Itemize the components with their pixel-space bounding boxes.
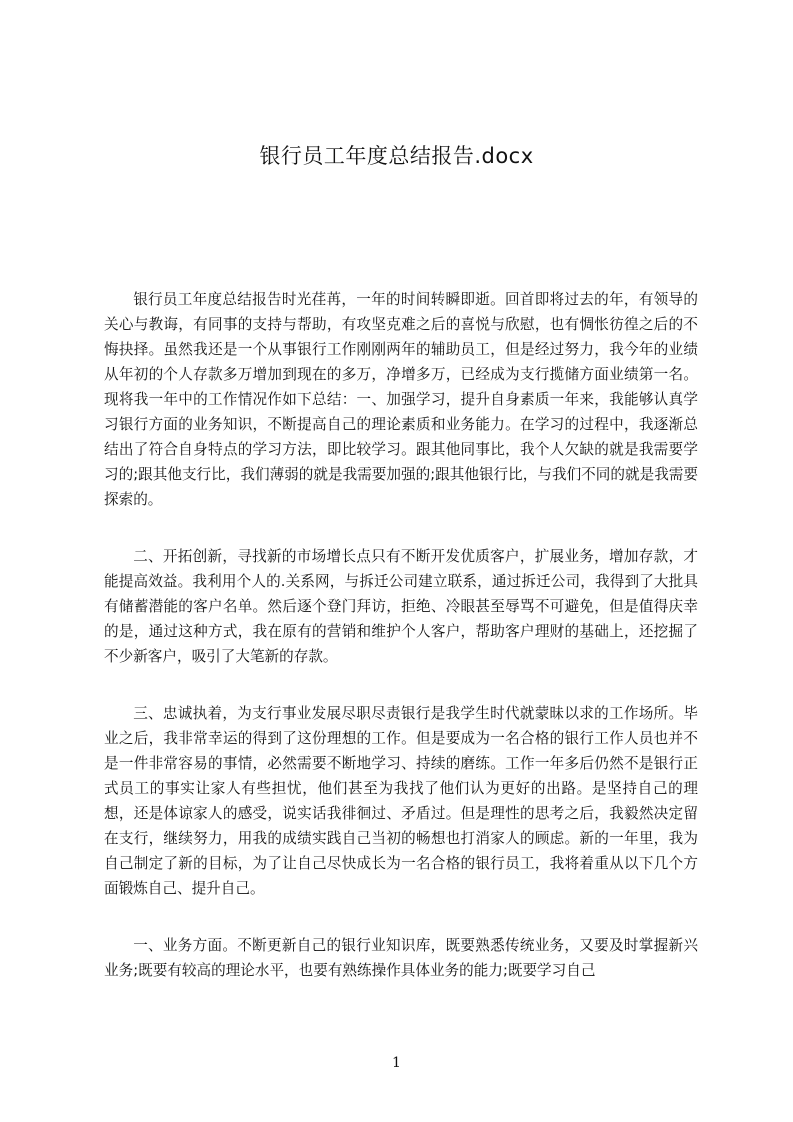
page-number: 1 — [392, 1055, 401, 1071]
paragraph-2: 二、开拓创新，寻找新的市场增长点只有不断开发优质客户，扩展业务，增加存款，才能提高效益。我利用个人的.关系网，与拆迁公司建立联系，通过拆迁公司，我得到了大批具有储蓄潜能的客户名单。然后逐个登门拜访，拒绝、冷眼甚至辱骂不可避免，但是值得庆幸的是，通过这种方式，我在原有的营销和维护个人客户，帮助客户理财的基础上，还挖掘了不少新客户，吸引了大笔新的存款。 — [104, 548, 698, 665]
paragraph-3: 三、忠诚执着，为支行事业发展尽职尽责银行是我学生时代就蒙昧以求的工作场所。毕业之后，我非常幸运的得到了这份理想的工作。但是要成为一名合格的银行工作人员也并不是一件非常容易的事情，必然需要不断地学习、持续的磨练。工作一年多后仍然不是银行正式员工的事实让家人有些担忧，他们甚至为我找了他们认为更好的出路。是坚持自己的理想，还是体谅家人的感受，说实话我徘徊过、矛盾过。但是理性的思考之后，我毅然决定留在支行，继续努力，用我的成绩实践自己当初的畅想也打消家人的顾虑。新的一年里，我为自己制定了新的目标，为了让自己尽快成长为一名合格的银行员工，我将着重从以下几个方面锻炼自己、提升自己。 — [104, 705, 698, 897]
document-body — [104, 287, 698, 1015]
paragraph-4: 一、业务方面。不断更新自己的银行业知识库，既要熟悉传统业务，又要及时掌握新兴业务;既要有较高的理论水平，也要有熟练操作具体业务的能力;既要学习自己 — [104, 937, 698, 979]
paragraph-1: 银行员工年度总结报告时光荏苒，一年的时间转瞬即逝。回首即将过去的年，有领导的关心与教诲，有同事的支持与帮助，有攻坚克难之后的喜悦与欣慰，也有惆怅彷徨之后的不悔抉择。虽然我还是一个从事银行工作刚刚两年的辅助员工，但是经过努力，我今年的业绩从年初的个人存款多万增加到现在的多万，净增多万，已经成为支行揽储方面业绩第一名。现将我一年中的工作情况作如下总结：一、加强学习，提升自身素质一年来，我能够认真学习银行方面的业务知识，不断提高自己的理论素质和业务能力。在学习的过程中，我逐渐总结出了符合自身特点的学习方法，即比较学习。跟其他同事比，我个人欠缺的就是我需要学习的;跟其他支行比，我们薄弱的就是我需要加强的;跟其他银行比，与我们不同的就是我需要探索的。 — [104, 291, 698, 508]
document-title: 银行员工年度总结报告.docx — [259, 144, 534, 168]
